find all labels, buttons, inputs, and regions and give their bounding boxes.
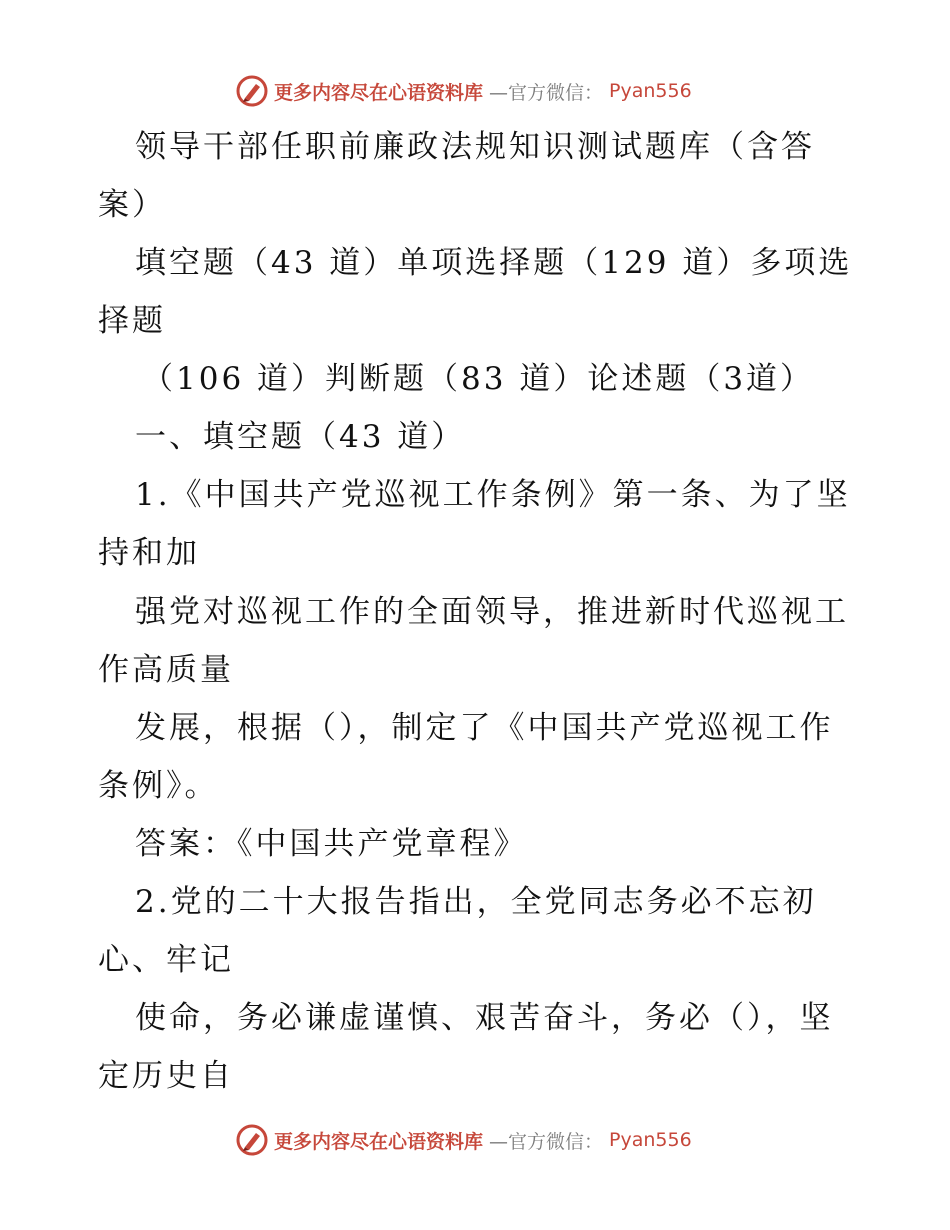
- summary-line-3: （106 道）判断题（83 道）论述题（3道）: [142, 361, 815, 397]
- footer-text-library: 更多内容尽在心语资料库: [274, 1130, 484, 1153]
- question-1-line-5: 发展，根据（），制定了《中国共产党巡视工作: [135, 710, 834, 746]
- title-line-1: 领导干部任职前廉政法规知识测试题库（含答: [135, 129, 815, 165]
- question-1-line-1: 1.《中国共产党巡视工作条例》第一条、为了坚: [135, 477, 851, 513]
- header-text-wechat: —官方微信：: [489, 81, 604, 104]
- footer-banner: [236, 1123, 716, 1157]
- pen-logo-icon: [236, 1124, 268, 1156]
- question-2-line-4: 定历史自: [98, 1058, 234, 1094]
- summary-line-2: 择题: [98, 303, 166, 339]
- header-banner: [236, 74, 716, 108]
- question-2-line-1: 2.党的二十大报告指出，全党同志务必不忘初: [135, 884, 817, 920]
- question-1-line-4: 作高质量: [98, 652, 234, 688]
- pen-logo-icon: [236, 75, 268, 107]
- header-text-account: Pyan556: [609, 80, 692, 102]
- footer-text-account: Pyan556: [609, 1129, 692, 1151]
- summary-line-1: 填空题（43 道）单项选择题（129 道）多项选: [135, 245, 853, 281]
- header-text-library: 更多内容尽在心语资料库: [274, 81, 484, 104]
- question-1-line-3: 强党对巡视工作的全面领导，推进新时代巡视工: [135, 594, 849, 630]
- footer-text-wechat: —官方微信：: [489, 1130, 604, 1153]
- question-1-line-6: 条例》。: [98, 768, 219, 804]
- question-1-line-2: 持和加: [98, 535, 200, 571]
- answer-1: 答案：《中国共产党章程》: [135, 826, 528, 862]
- question-2-line-3: 使命，务必谦虚谨慎、艰苦奋斗，务必（），坚: [135, 1000, 834, 1036]
- title-line-2: 案）: [98, 187, 166, 223]
- question-2-line-2: 心、牢记: [98, 942, 234, 978]
- section-heading: 一、填空题（43 道）: [135, 419, 466, 455]
